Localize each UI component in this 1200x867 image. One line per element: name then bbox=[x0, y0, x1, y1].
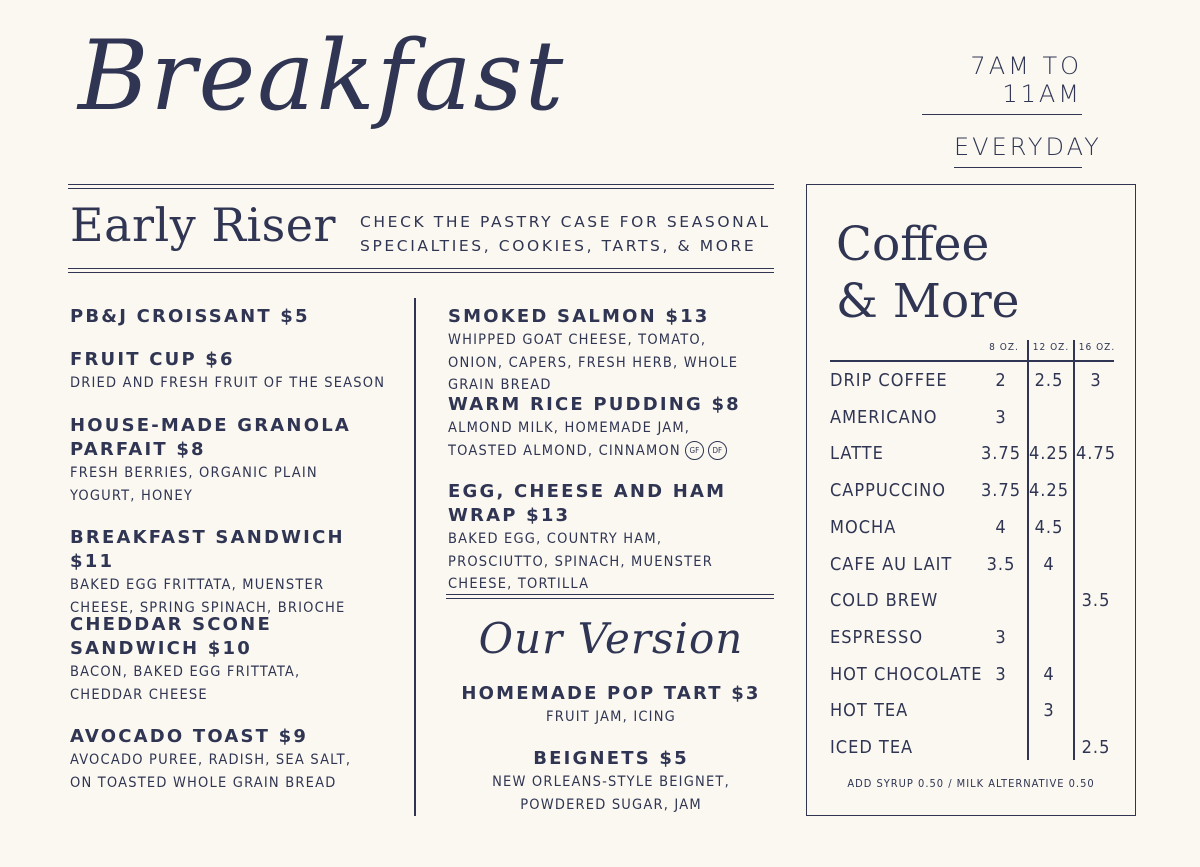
drink-name: MOCHA bbox=[830, 516, 897, 538]
size-header: 16 OZ. bbox=[1078, 342, 1116, 353]
drink-name: HOT CHOCOLATE bbox=[830, 663, 983, 685]
menu-item bbox=[446, 747, 776, 816]
menu-item bbox=[448, 480, 748, 596]
item-description: BAKED EGG, COUNTRY HAM, PROSCIUTTO, SPINACH, MUENSTER CHEESE, TORTILLA bbox=[448, 531, 713, 592]
item-name: CHEDDAR SCONE SANDWICH $10 bbox=[70, 614, 272, 659]
drink-name: HOT TEA bbox=[830, 700, 909, 722]
hours-days: EVERYDAY bbox=[954, 133, 1082, 168]
hours-time: 7AM TO 11AM bbox=[922, 52, 1082, 115]
page-title: Breakfast bbox=[78, 20, 566, 132]
price-row bbox=[830, 737, 1120, 767]
section-title-early-riser: Early Riser bbox=[70, 198, 336, 252]
item-description: DRIED AND FRESH FRUIT OF THE SEASON bbox=[70, 375, 386, 391]
item-name: BREAKFAST SANDWICH $11 bbox=[70, 527, 345, 572]
section-note-line: CHECK THE PASTRY CASE FOR SEASONAL bbox=[360, 213, 771, 231]
menu-item bbox=[70, 348, 405, 395]
gluten-free-badge: GF bbox=[685, 441, 704, 460]
item-name: AVOCADO TOAST $9 bbox=[70, 726, 309, 747]
price-row bbox=[830, 370, 1120, 400]
price-8oz: 4 bbox=[995, 516, 1007, 538]
menu-item bbox=[70, 305, 405, 329]
price-8oz: 3.5 bbox=[986, 553, 1016, 575]
price-12oz: 4.5 bbox=[1034, 516, 1064, 538]
price-row bbox=[830, 590, 1120, 620]
price-12oz: 4.25 bbox=[1028, 480, 1070, 502]
coffee-title-line: & More bbox=[836, 274, 1020, 329]
price-row bbox=[830, 627, 1120, 657]
price-column-divider bbox=[1073, 340, 1075, 760]
coffee-title-line: Coffee bbox=[836, 217, 990, 272]
menu-item bbox=[446, 682, 776, 729]
item-name: EGG, CHEESE AND HAM WRAP $13 bbox=[448, 481, 727, 526]
item-name: FRUIT CUP $6 bbox=[70, 349, 235, 370]
price-16oz: 3 bbox=[1090, 370, 1102, 391]
menu-item bbox=[70, 414, 370, 507]
size-header: 12 OZ. bbox=[1032, 342, 1070, 353]
section-note-line: SPECIALTIES, COOKIES, TARTS, & MORE bbox=[360, 237, 757, 255]
dairy-free-badge: DF bbox=[708, 441, 727, 460]
price-16oz: 4.75 bbox=[1075, 443, 1117, 465]
price-8oz: 3.75 bbox=[980, 480, 1022, 502]
price-row bbox=[830, 664, 1120, 694]
price-row bbox=[830, 554, 1120, 584]
section-rule-bottom bbox=[68, 268, 774, 273]
column-divider bbox=[414, 298, 416, 816]
drink-name: COLD BREW bbox=[830, 590, 939, 612]
section-note bbox=[360, 210, 780, 258]
item-name: WARM RICE PUDDING $8 bbox=[448, 394, 741, 415]
item-description: WHIPPED GOAT CHEESE, TOMATO, ONION, CAPERS, FRESH HERB, WHOLE GRAIN BREAD bbox=[448, 332, 739, 393]
item-description: NEW ORLEANS-STYLE BEIGNET, bbox=[492, 774, 730, 790]
section-rule-our-version bbox=[446, 594, 774, 599]
price-12oz: 4 bbox=[1043, 663, 1055, 685]
item-description: AVOCADO PUREE, RADISH, SEA SALT, ON TOASTED WHOLE GRAIN BREAD bbox=[70, 752, 352, 791]
size-header: 8 OZ. bbox=[989, 342, 1019, 353]
item-description: BAKED EGG FRITTATA, MUENSTER CHEESE, SPRING SPINACH, BRIOCHE bbox=[70, 577, 346, 616]
item-description: POWDERED SUGAR, JAM bbox=[520, 796, 702, 813]
price-row bbox=[830, 407, 1120, 437]
price-12oz: 4 bbox=[1043, 553, 1055, 575]
item-description bbox=[448, 417, 748, 462]
hours bbox=[922, 52, 1102, 168]
drink-name: ICED TEA bbox=[830, 737, 914, 758]
price-8oz: 3 bbox=[995, 406, 1007, 428]
menu-item bbox=[448, 305, 758, 397]
menu-item bbox=[70, 725, 370, 794]
item-name: HOMEMADE POP TART $3 bbox=[461, 683, 761, 704]
drink-name: LATTE bbox=[830, 443, 884, 465]
item-description-text: ALMOND MILK, HOMEMADE JAM, TOASTED ALMOND, CINNAMON bbox=[448, 420, 691, 459]
item-name: BEIGNETS $5 bbox=[533, 748, 689, 769]
price-8oz: 3.75 bbox=[980, 443, 1022, 465]
menu-item bbox=[448, 393, 748, 462]
price-row bbox=[830, 700, 1120, 730]
section-title-our-version: Our Version bbox=[478, 614, 744, 663]
price-column-divider bbox=[1027, 340, 1029, 760]
menu-item bbox=[70, 526, 380, 619]
price-row bbox=[830, 443, 1120, 473]
coffee-addons-note: ADD SYRUP 0.50 / MILK ALTERNATIVE 0.50 bbox=[847, 777, 1095, 790]
item-name: SMOKED SALMON $13 bbox=[448, 306, 710, 327]
price-12oz: 3 bbox=[1043, 700, 1055, 722]
drink-name: CAPPUCCINO bbox=[830, 480, 947, 502]
drink-name: CAFE AU LAIT bbox=[830, 553, 953, 575]
price-16oz: 2.5 bbox=[1081, 737, 1111, 758]
price-8oz: 2 bbox=[995, 370, 1007, 391]
drink-name: AMERICANO bbox=[830, 406, 938, 428]
price-row bbox=[830, 517, 1120, 547]
item-description: FRESH BERRIES, ORGANIC PLAIN YOGURT, HONEY bbox=[70, 465, 318, 504]
item-description: BACON, BAKED EGG FRITTATA, CHEDDAR CHEESE bbox=[70, 664, 301, 703]
drink-name: DRIP COFFEE bbox=[830, 370, 948, 391]
price-12oz: 2.5 bbox=[1034, 370, 1064, 391]
price-row bbox=[830, 480, 1120, 510]
price-16oz: 3.5 bbox=[1081, 590, 1111, 612]
item-name: PB&J CROISSANT $5 bbox=[70, 306, 310, 327]
price-table-rule bbox=[830, 360, 1114, 362]
menu-item bbox=[70, 613, 360, 706]
price-8oz: 3 bbox=[995, 626, 1007, 648]
item-name: HOUSE-MADE GRANOLA PARFAIT $8 bbox=[70, 415, 351, 460]
coffee-title bbox=[836, 216, 1019, 330]
price-8oz: 3 bbox=[995, 663, 1007, 685]
price-12oz: 4.25 bbox=[1028, 443, 1070, 465]
drink-name: ESPRESSO bbox=[830, 626, 924, 648]
section-rule-top bbox=[68, 184, 774, 189]
item-description: FRUIT JAM, ICING bbox=[546, 709, 676, 725]
